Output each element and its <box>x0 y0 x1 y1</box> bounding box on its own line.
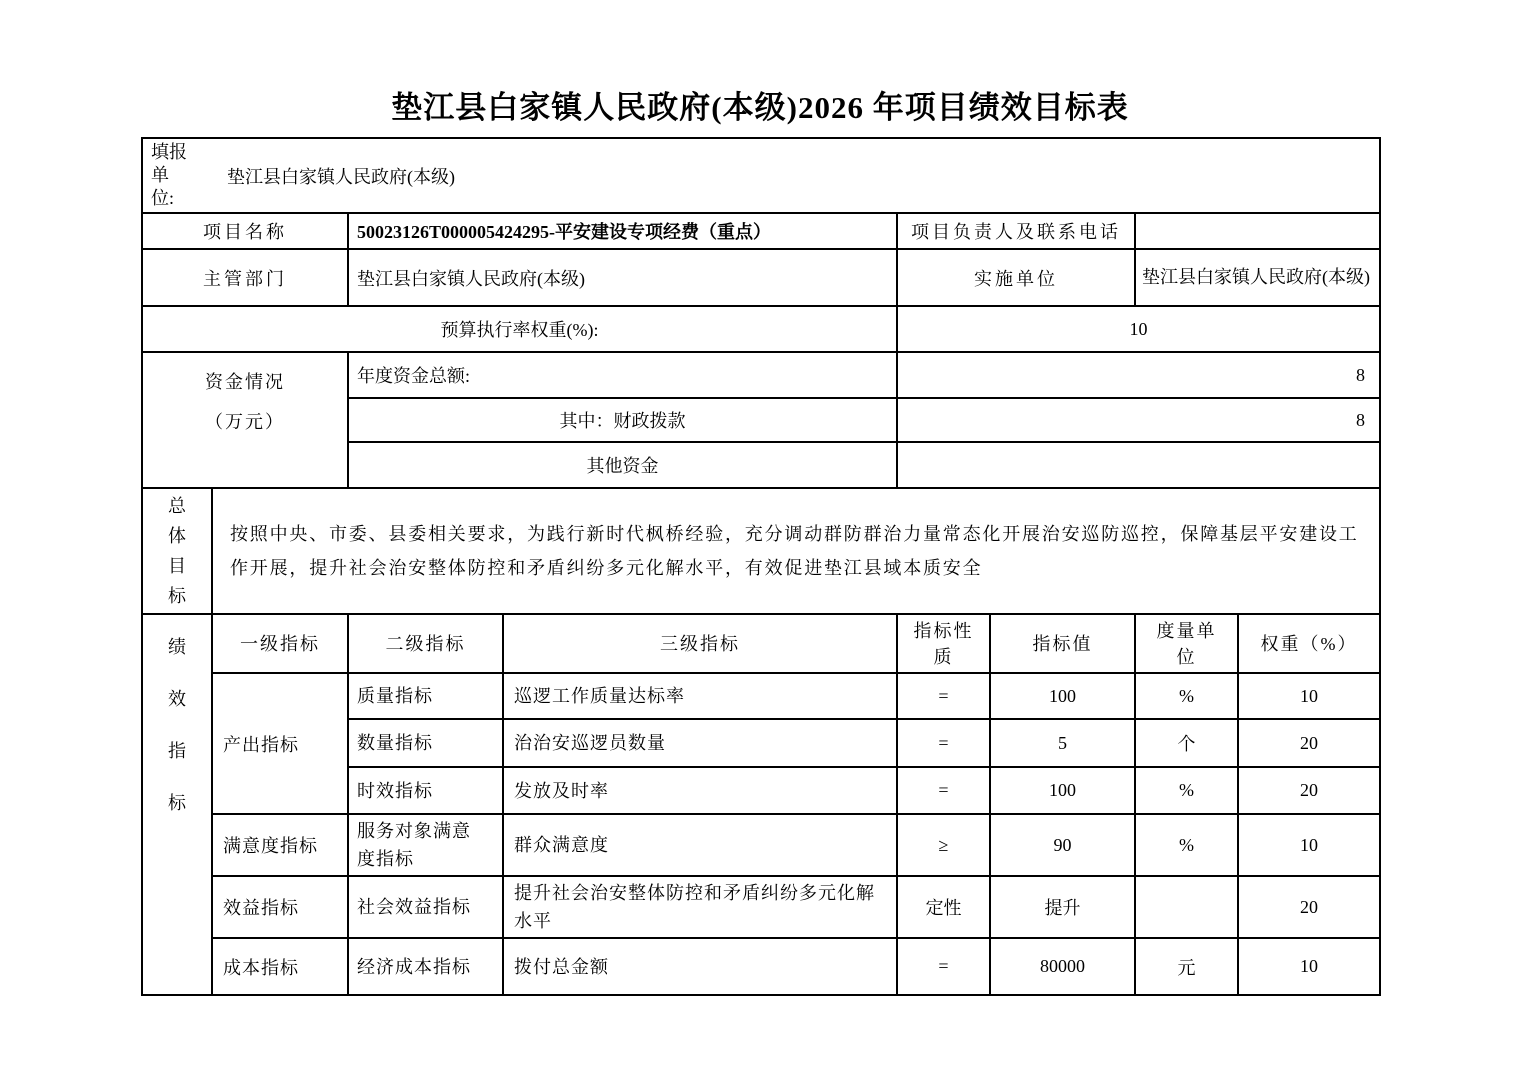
funding-group-label-line1: 资金情况 <box>205 372 285 392</box>
funding-other-label: 其他资金 <box>348 442 897 488</box>
weight-cell: 20 <box>1238 876 1380 938</box>
funding-fiscal-value: 8 <box>897 398 1380 442</box>
indicator-row <box>142 876 1380 938</box>
unit-cell: % <box>1135 814 1238 876</box>
level2-cell: 经济成本指标 <box>348 938 503 995</box>
indicators-side-label: 绩效指标 <box>168 637 186 813</box>
project-name-value: 50023126T000005424295-平安建设专项经费（重点） <box>348 213 897 249</box>
funding-total-label: 年度资金总额: <box>348 352 897 398</box>
unit-cell <box>1135 876 1238 938</box>
dept-label: 主管部门 <box>142 249 348 306</box>
fill-unit-cell <box>142 138 1380 213</box>
level3-cell: 群众满意度 <box>503 814 897 876</box>
project-manager-value <box>1135 213 1380 249</box>
impl-unit-value: 垫江县白家镇人民政府(本级) <box>1135 249 1380 306</box>
impl-unit-label: 实施单位 <box>897 249 1135 306</box>
nature-cell: 定性 <box>897 876 990 938</box>
page-title: 垫江县白家镇人民政府(本级)2026 年项目绩效目标表 <box>391 90 1129 125</box>
overall-goal-text-cell <box>212 488 1380 614</box>
row-fill-unit <box>142 138 1380 213</box>
row-funding-total <box>142 352 1380 398</box>
nature-cell: = <box>897 673 990 719</box>
value-cell: 90 <box>990 814 1135 876</box>
weight-cell: 10 <box>1238 938 1380 995</box>
level2-cell: 数量指标 <box>348 719 503 767</box>
level3-cell: 治治安巡逻员数量 <box>503 719 897 767</box>
nature-cell: = <box>897 938 990 995</box>
value-cell: 100 <box>990 767 1135 814</box>
level2-cell: 质量指标 <box>348 673 503 719</box>
budget-rate-value: 10 <box>897 306 1380 352</box>
project-name-label: 项目名称 <box>142 213 348 249</box>
value-cell: 5 <box>990 719 1135 767</box>
unit-cell: % <box>1135 767 1238 814</box>
header-unit: 度量单位 <box>1135 614 1238 673</box>
fill-unit-label: 填报单位: <box>151 142 187 208</box>
row-project-name <box>142 213 1380 249</box>
level1-cell: 成本指标 <box>212 938 348 995</box>
level1-cell: 满意度指标 <box>212 814 348 876</box>
performance-target-table <box>141 137 1381 996</box>
weight-cell: 20 <box>1238 719 1380 767</box>
header-level1: 一级指标 <box>212 614 348 673</box>
level2-cell: 时效指标 <box>348 767 503 814</box>
level3-cell: 拨付总金额 <box>503 938 897 995</box>
unit-cell: 个 <box>1135 719 1238 767</box>
level1-cell: 效益指标 <box>212 876 348 938</box>
nature-cell: = <box>897 719 990 767</box>
level1-cell: 产出指标 <box>212 673 348 814</box>
project-manager-label: 项目负责人及联系电话 <box>897 213 1135 249</box>
level3-cell: 巡逻工作质量达标率 <box>503 673 897 719</box>
unit-cell: % <box>1135 673 1238 719</box>
overall-goal-text: 按照中央、市委、县委相关要求，为践行新时代枫桥经验，充分调动群防群治力量常态化开展治安巡防巡控，保障基层平安建设工作开展，提升社会治安整体防控和矛盾纠纷多元化解水平，有效促进垫江县域本质安全 <box>230 524 1359 578</box>
fill-unit-value: 垫江县白家镇人民政府(本级) <box>227 166 455 187</box>
indicator-row <box>142 814 1380 876</box>
indicator-row <box>142 673 1380 719</box>
weight-cell: 10 <box>1238 814 1380 876</box>
budget-rate-label: 预算执行率权重(%): <box>142 306 897 352</box>
funding-fiscal-label: 其中：财政拨款 <box>348 398 897 442</box>
unit-cell: 元 <box>1135 938 1238 995</box>
nature-cell: = <box>897 767 990 814</box>
level3-cell: 提升社会治安整体防控和矛盾纠纷多元化解水平 <box>503 876 897 938</box>
level2-cell: 服务对象满意度指标 <box>348 814 503 876</box>
weight-cell: 10 <box>1238 673 1380 719</box>
overall-goal-side-label: 总体目标 <box>168 496 186 606</box>
funding-other-value <box>897 442 1380 488</box>
overall-goal-side-label-cell <box>142 488 212 614</box>
dept-value: 垫江县白家镇人民政府(本级) <box>348 249 897 306</box>
funding-group-label <box>142 352 348 488</box>
value-cell: 100 <box>990 673 1135 719</box>
value-cell: 提升 <box>990 876 1135 938</box>
funding-group-label-line2: （万元） <box>205 412 285 432</box>
header-level3: 三级指标 <box>503 614 897 673</box>
indicators-side-label-cell <box>142 614 212 995</box>
weight-cell: 20 <box>1238 767 1380 814</box>
level3-cell: 发放及时率 <box>503 767 897 814</box>
nature-cell: ≥ <box>897 814 990 876</box>
funding-total-value: 8 <box>897 352 1380 398</box>
header-weight: 权重（%） <box>1238 614 1380 673</box>
row-budget-rate <box>142 306 1380 352</box>
header-value: 指标值 <box>990 614 1135 673</box>
level2-cell: 社会效益指标 <box>348 876 503 938</box>
row-indicator-header <box>142 614 1380 673</box>
header-nature: 指标性质 <box>897 614 990 673</box>
value-cell: 80000 <box>990 938 1135 995</box>
indicator-row <box>142 938 1380 995</box>
row-overall-goal <box>142 488 1380 614</box>
row-department <box>142 249 1380 306</box>
header-level2: 二级指标 <box>348 614 503 673</box>
